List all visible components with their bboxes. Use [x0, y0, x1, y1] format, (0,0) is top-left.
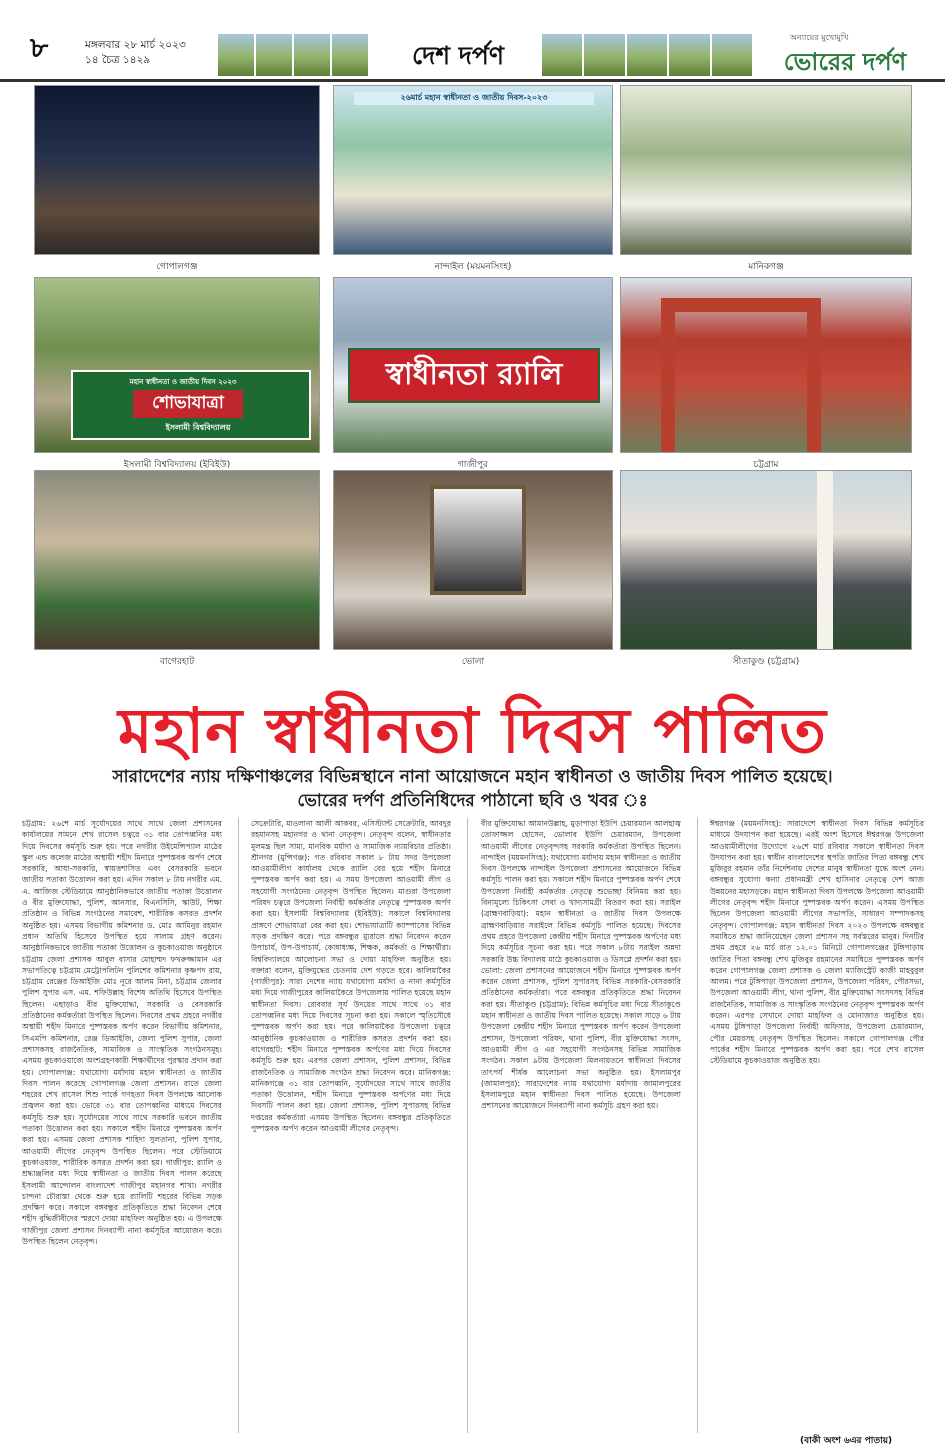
photo-sitakunda	[620, 470, 912, 650]
decorative-photo-strip-right	[542, 34, 752, 76]
photo-nandail	[333, 85, 613, 255]
article-column-3: বীর মুক্তিযোদ্ধা আমানউল্লাহ, মুড়াপাড়া ইউপি চেয়ারম্যান আলহাজ্ব তোফাজ্জল হোসেন, ভোলাব ইউপি চেয়ারম্যান, উপজেলা আওয়ামী লীগের নেতৃবৃন্দসহ সরকারি কর্মকর্তারা উপস্থিত ছিলেন। নান্দাইল (ময়মনসিংহ): যথাযোগ্য মর্যাদায় মহান স্বাধীনতা ও জাতীয় দিবস উপলক্ষে নান্দাইল উপজেলা প্রশাসনের আয়োজনে বিভিন্ন কর্মসূচি পালন করা হয়। সকালে শহীদ মিনারে পুষ্পস্তবক অর্পণ শেষে উপজেলা নির্বাহী কর্মকর্তার নেতৃত্বে শুভেচ্ছা বিনিময় করা হয়। বিনামূল্যে চিকিৎসা সেবা ও খাদ্যসামগ্রী বিতরণ করা হয়। সরাইল (ব্রাহ্মণবাড়িয়া): মহান স্বাধীনতা ও জাতীয় দিবস উপলক্ষে ব্রাহ্মণবাড়িয়ার সরাইলে বিভিন্ন কর্মসূচি পালিত হয়েছে। দিবসের প্রথম প্রহরে উপজেলা কেন্দ্রীয় শহীদ মিনারে পুষ্পস্তবক অর্পণের মধ্য দিয়ে কর্মসূচির সূচনা করা হয়। পরে সকাল ৮টায় সরাইল অন্নদা সরকারি উচ্চ বিদ্যালয় মাঠে কুচকাওয়াজ ও ডিসপ্লে প্রদর্শন করা হয়। ভোলা: জেলা প্রশাসনের আয়োজনে শহীদ মিনারে পুষ্পস্তবক অর্পণ করেন জেলা প্রশাসক, পুলিশ সুপারসহ বিভিন্ন সরকারি-বেসরকারি প্রতিষ্ঠানের কর্মকর্তারা। পরে বঙ্গবন্ধুর প্রতিকৃতিতে শ্রদ্ধা নিবেদন করা হয়। সীতাকুণ্ড (চট্টগ্রাম): বিভিন্ন কর্মসূচির মধ্য দিয়ে সীতাকুণ্ডে মহান স্বাধীনতা ও জাতীয় দিবস পালিত হয়েছে। সকাল সাড়ে ৬ টায় উপজেলা কেন্দ্রীয় শহীদ মিনারে পুষ্পস্তবক অর্পণ করেন উপজেলা প্রশাসন, উপজেলা পরিষদ, থানা পুলিশ, বীর মুক্তিযোদ্ধা সংসদ, আওয়ামী লীগ ও এর সহযোগী সংগঠনসহ বিভিন্ন সামাজিক সংগঠন। সকাল ৯টায় উপজেলা মিলনায়তনে স্বাধীনতা দিবসের তাৎপর্য শীর্ষক আলোচনা সভা অনুষ্ঠিত হয়। ইসলামপুর (জামালপুর): সারাদেশের ন্যায় যথাযোগ্য মর্যাদায় জামালপুরের ইসলামপুরে মহান স্বাধীনতা দিবস পালিত হয়েছে। উপজেলা প্রশাসনের আয়োজনে দিনব্যাপী নানা কর্মসূচি গ্রহণ করা হয়।	[481, 819, 681, 1111]
section-title: দেশ দর্পণ	[412, 41, 504, 70]
photo-gazipur	[333, 277, 613, 453]
masthead	[0, 0, 945, 82]
photo-gopalganj	[34, 85, 320, 255]
date-line-bangla: ১৪ চৈত্র ১৪২৯	[85, 54, 151, 66]
photo-bhola	[333, 470, 613, 650]
column-rule	[238, 818, 239, 1433]
caption-nandail: নান্দাইল (ময়মনসিংহ)	[434, 262, 512, 272]
caption-ibu: ইসলামী বিশ্ববিদ্যালয় (ইবিইউ)	[123, 460, 231, 470]
column-rule	[467, 818, 468, 1433]
article-column-4: ঈশ্বরগঞ্জ (ময়মনসিংহ): সারাদেশে স্বাধীনতা দিবস বিভিন্ন কর্মসূচির মাধ্যমে উদযাপন করা হয়েছে। এরই অংশ হিসেবে ঈশ্বরগঞ্জ উপজেলা আওয়ামীলীগের উদ্যোগে ২৬শে মার্চ রবিবার সকালে স্বাধীনতা দিবস উদযাপন করা হয়। স্বাধীন বাংলাদেশের স্থপতি জাতির পিতা বঙ্গবন্ধু শেখ মুজিবুর রহমান তাঁর নির্দেশনায় দেশের মানুষ স্বাধীনতা যুদ্ধে অংশ নেন। বঙ্গবন্ধুর সুযোগ্য কন্যা প্রধানমন্ত্রী শেখ হাসিনার নেতৃত্বে দেশ আজ উন্নয়নের মহাসড়কে। মহান স্বাধীনতা দিবস উপলক্ষে উপজেলা আওয়ামী লীগের নেতৃবৃন্দ শহীদ মিনারে পুষ্পস্তবক অর্পণ করেন। এসময় উপস্থিত ছিলেন উপজেলা আওয়ামী লীগের সভাপতি, সাধারণ সম্পাদকসহ নেতৃবৃন্দ। গোপালগঞ্জ: মহান স্বাধীনতা দিবস ২০২৩ উপলক্ষে বঙ্গবন্ধুর সমাধিতে শ্রদ্ধা জানিয়েছেন জেলা প্রশাসন সহ সর্বস্তরের মানুষ। দিনটির প্রথম প্রহরে ২৬ মার্চ রাত ১২.০১ মিনিটে গোপালগঞ্জের টুঙ্গিপাড়ায় জাতির পিতা বঙ্গবন্ধু শেখ মুজিবুর রহমানের সমাধিতে পুষ্পস্তবক অর্পণ করেন গোপালগঞ্জ জেলা প্রশাসক ও জেলা ম্যাজিস্ট্রেট কাজী মাহবুবুল আলম। পরে টুঙ্গিপাড়া উপজেলা প্রশাসন, উপজেলা পরিষদ, পৌরসভা, উপজেলা আওয়ামী লীগ, থানা পুলিশ, বীর মুক্তিযোদ্ধা সংসদসহ বিভিন্ন রাজনৈতিক, সামাজিক ও সাংস্কৃতিক সংগঠনের নেতৃবৃন্দ পুষ্পস্তবক অর্পণ করেন। এরপর সেখানে দোয়া মাহফিল ও মোনাজাত অনুষ্ঠিত হয়। এসময় টুঙ্গিপাড়া উপজেলা নির্বাহী অফিসার, উপজেলা চেয়ারম্যান, পৌর মেয়রসহ নেতৃবৃন্দ উপস্থিত ছিলেন। সকালে গোপালগঞ্জ পৌর পার্কের শহীদ মিনারে পুষ্পস্তবক অর্পণ করা হয়। পরে শেখ রাসেল স্টেডিয়ামে কুচকাওয়াজ অনুষ্ঠিত হয়।	[710, 819, 924, 1066]
subheadline-2: ভোরের দর্পণ প্রতিনিধিদের পাঠানো ছবি ও খবর ঃ	[297, 791, 648, 811]
shaheed-minar-pillar	[817, 471, 833, 650]
ibu-banner-event: মহান স্বাধীনতা ও জাতীয় দিবস ২০২৩	[129, 378, 237, 386]
continue-note: (বাকী অংশ ৬এর পাতায়)	[800, 1436, 893, 1446]
main-headline: মহান স্বাধীনতা দিবস পালিত	[118, 694, 827, 767]
decorative-photo-strip-left	[218, 34, 368, 76]
photo-bagerhat	[34, 470, 320, 650]
ibu-banner	[71, 370, 311, 440]
ibu-banner-org: ইসলামী বিশ্ববিদ্যালয়	[165, 423, 231, 432]
caption-sitakunda: সীতাকুণ্ড (চট্টগ্রাম)	[732, 657, 800, 667]
caption-chattogram: চট্টগ্রাম	[753, 460, 779, 470]
date-line-english: মঙ্গলবার ২৮ মার্চ ২০২৩	[85, 39, 186, 51]
caption-gopalganj: গোপালগঞ্জ	[156, 262, 198, 272]
subheadline-1: সারাদেশের ন্যায় দক্ষিণাঞ্চলের বিভিন্নস্থানে নানা আয়োজনে মহান স্বাধীনতা ও জাতীয় দিবস পালিত হয়েছে।	[112, 767, 833, 787]
photo-manikganj	[620, 85, 912, 255]
monument-arch	[661, 298, 821, 453]
caption-gazipur: গাজীপুর	[457, 460, 489, 470]
article-column-2: সেক্রেটারি, মাওলানা আলী আকবর, এসিস্ট্যান্ট সেক্রেটারি, আবদুর রহমানসহ মহানগর ও থানা নেতৃবৃন্দ। নেতৃবৃন্দ বলেন, স্বাধীনতার মূলমন্ত্র ছিল সাম্য, মানবিক মর্যাদা ও সামাজিক ন্যায়বিচার প্রতিষ্ঠা। শ্রীনগর (মুন্সিগঞ্জ): গত রবিবার সকাল ৮ টায় সদর উপজেলা আওয়ামীলীগ কার্যালয় থেকে র‍্যালি বের হয়ে শহীদ মিনারে পুষ্পস্তবক অর্পণ করা হয়। এ সময় উপজেলা আওয়ামী লীগ ও সহযোগী সংগঠনের নেতৃবৃন্দ উপস্থিত ছিলেন। মাগুরা উপজেলা পরিষদ চত্বরে উপজেলা নির্বাহী কর্মকর্তার নেতৃত্বে পুষ্পস্তবক অর্পণ করা হয়। ইসলামী বিশ্ববিদ্যালয় (ইবিইউ): সকালে বিশ্ববিদ্যালয় প্রাঙ্গণে শোভাযাত্রা বের করা হয়। শোভাযাত্রাটি ক্যাম্পাসের বিভিন্ন সড়ক প্রদক্ষিণ করে। পরে বঙ্গবন্ধুর ম্যুরালে শ্রদ্ধা নিবেদন করেন উপাচার্য, উপ-উপাচার্য, কোষাধ্যক্ষ, শিক্ষক, কর্মকর্তা ও শিক্ষার্থীরা। বিশ্ববিদ্যালয়ে আলোচনা সভা ও দোয়া মাহফিল অনুষ্ঠিত হয়। বক্তারা বলেন, মুক্তিযুদ্ধের চেতনায় দেশ গড়তে হবে। কালিয়াকৈর (গাজীপুর): সারা দেশের ন্যায় যথাযোগ্য মর্যাদা ও নানা কর্মসূচির মধ্য দিয়ে গাজীপুরের কালিয়াকৈরে উপজেলায় পালিত হয়েছে মহান স্বাধীনতা দিবস। রোববার সূর্য উদয়ের সাথে সাথে ৩১ বার তোপধ্বনির মধ্য দিয়ে দিবসের সূচনা করা হয়। সকালে স্মৃতিসৌধে পুষ্পস্তবক অর্পণ করা হয়। পরে কালিয়াকৈর উপজেলা চত্বরে আনুষ্ঠানিক কুচকাওয়াজ ও শারীরিক কসরত প্রদর্শন করা হয়। বাগেরহাট: শহীদ মিনারে পুষ্পস্তবক অর্পণের মধ্য দিয়ে দিবসের কর্মসূচি শুরু হয়। এরপর জেলা প্রশাসন, পুলিশ প্রশাসন, বিভিন্ন রাজনৈতিক ও সামাজিক সংগঠন শ্রদ্ধা নিবেদন করে। মানিকগঞ্জ: মানিকগঞ্জে ৩১ বার তোপধ্বনি, সূর্যোদয়ের সাথে সাথে জাতীয় পতাকা উত্তোলন, শহীদ মিনারে পুষ্পস্তবক অর্পণের মধ্য দিয়ে দিবসটি পালন করা হয়। জেলা প্রশাসক, পুলিশ সুপারসহ বিভিন্ন দপ্তরের কর্মকর্তারা এসময় উপস্থিত ছিলেন। বঙ্গবন্ধুর প্রতিকৃতিতে পুষ্পস্তবক অর্পণ করেন আওয়ামী লীগের নেতৃবৃন্দ।	[251, 819, 451, 1134]
ibu-banner-title: শোভাযাত্রা	[133, 390, 243, 418]
portrait-frame	[430, 485, 526, 595]
gazipur-rally-letters: স্বাধীনতা র‍্যালি	[348, 348, 600, 403]
caption-manikganj: মানিকগঞ্জ	[748, 262, 784, 272]
photo-ibu	[34, 277, 320, 453]
photo-chattogram	[620, 277, 912, 453]
date-box	[85, 38, 186, 68]
nandail-banner-text: ২৬মার্চ মহান স্বাধীনতা ও জাতীয় দিবস-২০২৩	[354, 92, 594, 105]
column-rule	[697, 818, 698, 1433]
caption-bhola: ভোলা	[461, 657, 485, 667]
paper-tagline: অন্যায়ের মুখোমুখি	[790, 33, 849, 42]
caption-bagerhat: বাগেরহাট	[159, 657, 195, 667]
page-number: ৮	[30, 31, 49, 64]
paper-logo: ভোরের দর্পণ	[783, 48, 907, 76]
article-column-1: চট্টগ্রাম: ২৬শে মার্চ সূর্যোদয়ের সাথে সাথে জেলা প্রশাসনের কার্যালয়ের সামনে শেখ রাসেল চত্বরে ৩১ বার তোপধ্বনির মধ্য দিয়ে দিবসের কর্মসূচি শুরু হয়। পরে নগরীর উইমেন্সিপ্যাল মাঠের স্কুল এন্ড কলেজ মাঠের অস্থায়ী শহীদ মিনারে পুষ্পস্তবক অর্পণ শেষে সরকারি, আধা-সরকারি, স্বায়ত্তশাসিত এবং বেসরকারি ভবনে জাতীয় পতাকা উত্তোলন করা হয়। এদিন সকাল ৮ টায় নগরীর এম. এ. আজিজ স্টেডিয়ামে আনুষ্ঠানিকভাবে জাতীয় পতাকা উত্তোলন ও বীর মুক্তিযোদ্ধা, পুলিশ, আনসার, বিএনসিসি, স্কাউট, শিক্ষা প্রতিষ্ঠান ও বিভিন্ন সংগঠনের সমাবেশ, শারীরিক কসরত প্রদর্শন অনুষ্ঠিত হয়। এসময় বিভাগীয় কমিশনার ড. মোঃ আমিনুর রহমান প্রধান অতিথি হিসেবে উপস্থিত হয়ে সালাম গ্রহণ করেন। আনুষ্ঠানিকভাবে জাতীয় পতাকা উত্তোলন ও কুচকাওয়াজ অনুষ্ঠানে চট্টগ্রাম জেলা প্রশাসক আবুল বাসার মোহাম্মদ ফখরুজ্জামান এর সভাপতিত্বে চট্টগ্রাম মেট্রোপলিটন পুলিশের কমিশনার কৃষ্ণপদ রায়, চট্টগ্রাম রেঞ্জের ডিআইজি মোঃ নূরে আলম মিনা, চট্টগ্রাম জেলার পুলিশ সুপার এস. এম. শফিউল্লাহ বিশেষ অতিথি হিসেবে উপস্থিত ছিলেন। এছাড়াও বীর মুক্তিযোদ্ধা, সরকারি ও বেসরকারি প্রতিষ্ঠানের কর্মকর্তারা উপস্থিত ছিলেন। দিবসের প্রথম প্রহরে নগরীর অস্থায়ী শহীদ মিনারে পুষ্পস্তবক অর্পণ করেন বিভাগীয় কমিশনার, সিএমপি কমিশনার, রেঞ্জ ডিআইজি, জেলা পুলিশ সুপার, জেলা প্রশাসকসহ রাজনৈতিক, সামাজিক ও সাংস্কৃতিক সংগঠনসমূহ। এসময় কুচকাওয়াজে অংশগ্রহণকারী শিক্ষার্থীদের পুরস্কার প্রদান করা হয়। গোপালগঞ্জ: যথাযোগ্য মর্যাদায় মহান স্বাধীনতা ও জাতীয় দিবস পালন করেছে গোপালগঞ্জ জেলা প্রশাসন। রাতে জেলা শহরের শেখ রাসেল শিশু পার্কে গণহত্যা দিবস উপলক্ষে আলোক প্রজ্বলন করা হয়। ভোরে ৩১ বার তোপধ্বনির মাধ্যমে দিবসের কর্মসূচি শুরু হয়। সূর্যোদয়ের সাথে সাথে সরকারি ভবনে জাতীয় পতাকা উত্তোলন করা হয়। সকালে শহীদ মিনারে পুষ্পস্তবক অর্পণ করা হয়। এসময় জেলা প্রশাসক শাহিদা সুলতানা, পুলিশ সুপার, আওয়ামী লীগের নেতৃবৃন্দ উপস্থিত ছিলেন। পরে স্টেডিয়ামে কুচকাওয়াজ, শারীরিক কসরত প্রদর্শন করা হয়। গাজীপুর: র‍্যালি ও শ্রদ্ধাঞ্জলির মধ্য দিয়ে স্বাধীনতা ও জাতীয় দিবস পালন করেছে ইসলামী আন্দোলন বাংলাদেশ গাজীপুর মহানগর শাখা। নগরীর চান্দনা চৌরাস্তা থেকে শুরু হয়ে র‍্যালিটি শহরের বিভিন্ন সড়ক প্রদক্ষিণ করে। সকালে বঙ্গবন্ধুর প্রতিকৃতিতে শ্রদ্ধা নিবেদন শেষে শহীদ বুদ্ধিজীবীদের স্মরণে দোয়া মাহফিল অনুষ্ঠিত হয়। এ উপলক্ষে গাজীপুর জেলা প্রশাসন দিনব্যাপী নানা কর্মসূচির আয়োজন করে। উপস্থিত ছিলেন নেতৃবৃন্দ।	[22, 819, 222, 1246]
